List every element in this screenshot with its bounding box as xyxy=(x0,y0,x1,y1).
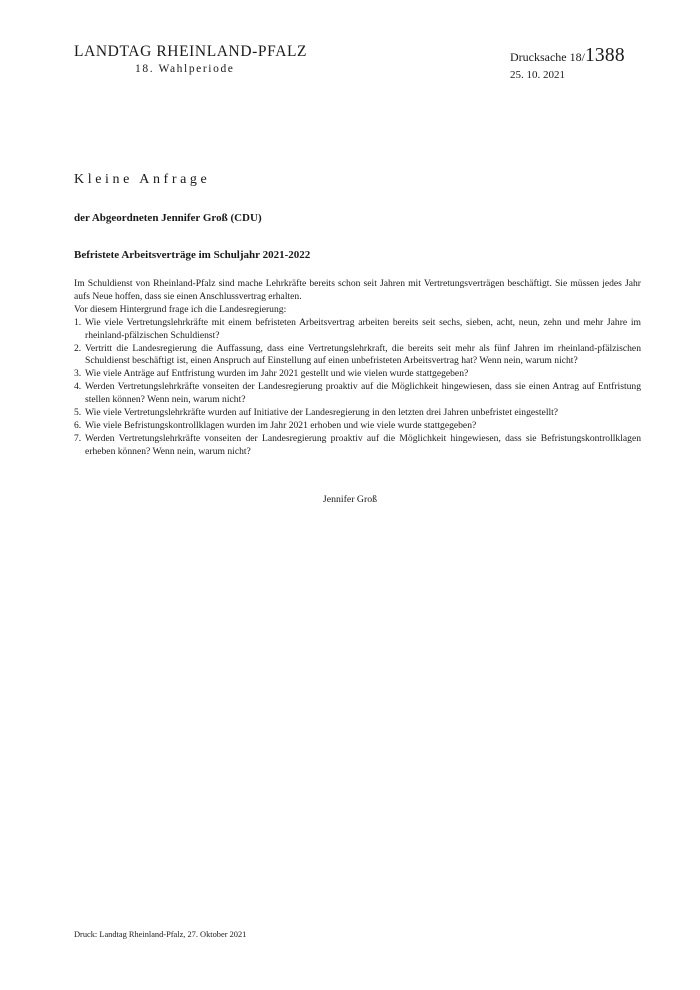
question-number: 5. xyxy=(74,407,82,419)
list-item xyxy=(74,433,641,459)
document-body xyxy=(74,278,641,459)
list-item xyxy=(74,381,641,407)
author-line: der Abgeordneten Jennifer Groß (CDU) xyxy=(74,212,262,224)
question-text: Wie viele Vertretungslehrkräfte wurden auf Initiative der Landesregierung in den letzten drei Jahren unbefristet eingestellt? xyxy=(85,407,559,419)
drucksache-date: 25. 10. 2021 xyxy=(510,69,565,81)
lead-in-sentence: Vor diesem Hintergrund frage ich die Landesregierung: xyxy=(74,303,287,315)
question-number: 7. xyxy=(74,432,82,444)
list-item xyxy=(74,368,641,381)
list-item xyxy=(74,407,641,420)
subject-heading: Befristete Arbeitsverträge im Schuljahr 2021-2022 xyxy=(74,249,311,261)
drucksache-block xyxy=(510,46,625,81)
question-number: 1. xyxy=(74,316,82,328)
drucksache-label: Drucksache 18/ xyxy=(510,50,585,64)
question-number: 3. xyxy=(74,368,82,380)
question-text: Vertritt die Landesregierung die Auffassung, dass eine Vertretungslehrkraft, die bereits seit mehr als fünf Jahren im rheinland-pfälzischen Schuldienst beschäftigt ist, einen Anspruch auf Einstellung auf einen unbefristeten Arbeitsvertrag hat? Wenn nein, warum nicht? xyxy=(85,342,641,367)
list-item xyxy=(74,343,641,369)
question-text: Wie viele Befristungskontrollklagen wurden im Jahr 2021 erhoben und wie viele wurde stattgegeben? xyxy=(85,419,477,431)
question-list xyxy=(74,317,641,459)
list-item xyxy=(74,420,641,433)
print-footer: Druck: Landtag Rheinland-Pfalz, 27. Oktober 2021 xyxy=(74,930,247,939)
question-text: Wie viele Vertretungslehrkräfte mit einem befristeten Arbeitsvertrag arbeiten bereits seit sechs, sieben, acht, neun, zehn und mehr Jahre im rheinland-pfälzischen Schuldienst? xyxy=(85,316,641,341)
letterhead xyxy=(74,42,307,75)
legislative-period: 18. Wahlperiode xyxy=(135,63,235,75)
drucksache-number: 1388 xyxy=(584,45,625,66)
question-text: Werden Vertretungslehrkräfte vonseiten der Landesregierung proaktiv auf die Möglichkeit hingewiesen, dass sie Befristungskontrollklagen erheben können? Wenn nein, warum nicht? xyxy=(85,432,641,457)
question-text: Werden Vertretungslehrkräfte vonseiten der Landesregierung proaktiv auf die Möglichkeit hingewiesen, dass sie einen Antrag auf Entfristung stellen können? Wenn nein, warum nicht? xyxy=(85,381,641,406)
organization-name: LANDTAG RHEINLAND-PFALZ xyxy=(74,43,308,60)
drucksache-id xyxy=(510,46,625,67)
question-number: 6. xyxy=(74,419,82,431)
question-number: 2. xyxy=(74,342,82,354)
intro-paragraph: Im Schuldienst von Rheinland-Pfalz sind mache Lehrkräfte bereits schon seit Jahren mit Vertretungsverträgen beschäftigt. Sie müssen jedes Jahr aufs Neue hoffen, dass sie einen Anschlussvertrag erhalten. xyxy=(74,278,641,302)
document-type-heading: Kleine Anfrage xyxy=(74,172,211,187)
question-number: 4. xyxy=(74,381,82,393)
signature: Jennifer Groß xyxy=(322,494,378,505)
question-text: Wie viele Anträge auf Entfristung wurden im Jahr 2021 gestellt und wie vielen wurde stattgegeben? xyxy=(85,368,469,380)
list-item xyxy=(74,317,641,343)
